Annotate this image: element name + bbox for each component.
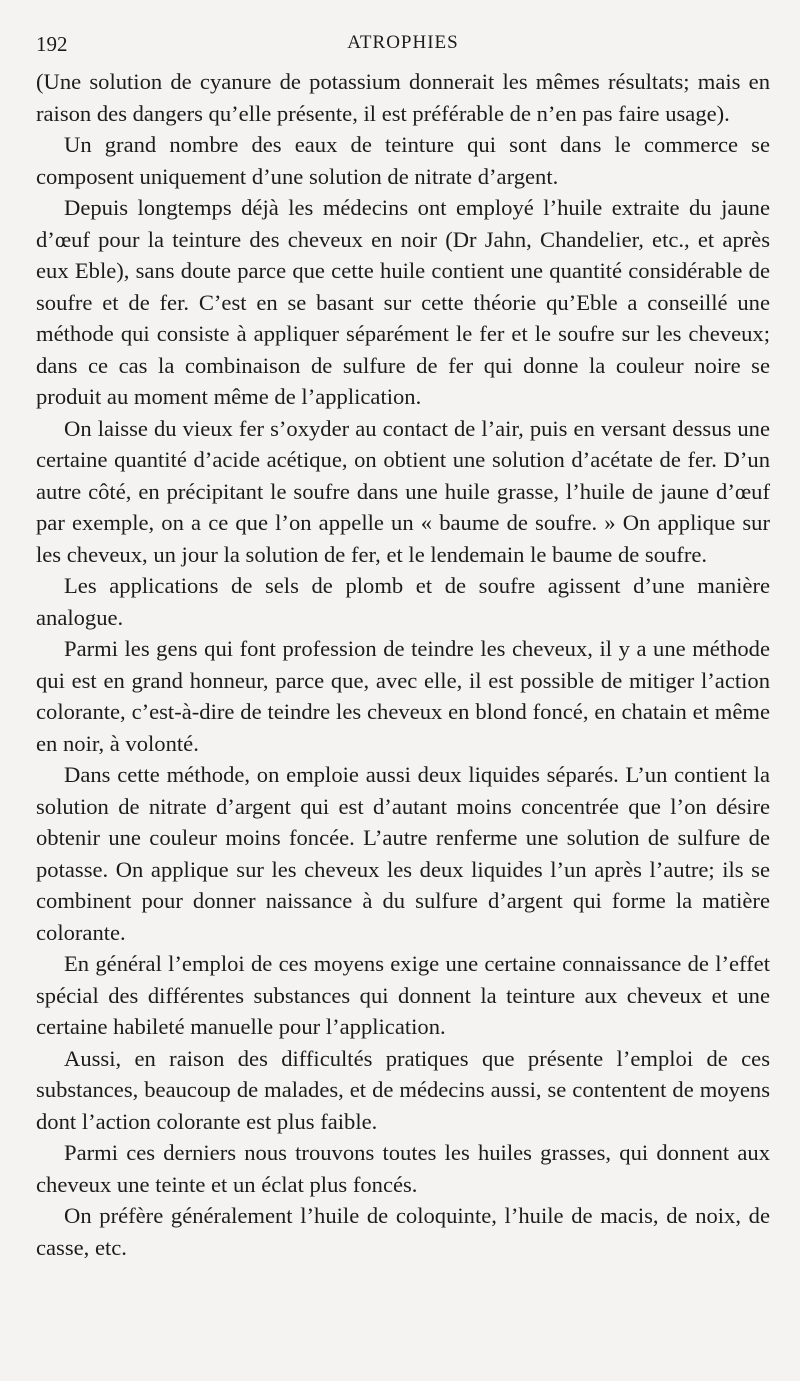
paragraph-difficultes: Aussi, en raison des difficultés pratiques que présente l’emploi de ces substances, beaucoup de malades, et de médecins aussi, se contentent de moyens dont l’action colorante est plus faible. (36, 1045, 770, 1134)
page-number: 192 (36, 32, 68, 56)
running-title: ATROPHIES (347, 32, 459, 53)
paragraph-huiles-grasses: Parmi ces derniers nous trouvons toutes les huiles grasses, qui donnent aux cheveux une teinte et un éclat plus foncés. (36, 1140, 770, 1197)
paragraph-deux-liquides: Dans cette méthode, on emploie aussi deux liquides séparés. L’un contient la solution de nitrate d’argent qui est d’autant moins concentrée que l’on désire obtenir une couleur moins foncée. L’autre renferme une solution de sulfure de potasse. On applique sur les cheveux les deux liquides l’un après l’autre; ils se combinent pour donner naissance à du sulfure d’argent qui forme la matière colorante. (36, 762, 770, 945)
paragraph-profession: Parmi les gens qui font profession de teindre les cheveux, il y a une méthode qui est en grand honneur, parce que, avec elle, il est possible de mitiger l’action colorante, c’est-à-dire de teindre les cheveux en blond foncé, en chatain et même en noir, à volonté. (36, 636, 770, 756)
paragraph-eaux-de-teinture: Un grand nombre des eaux de teinture qui sont dans le commerce se composent uniquement d’une solution de nitrate d’argent. (36, 132, 770, 189)
page-header (36, 22, 770, 66)
paragraph-huile-jaune-oeuf: Depuis longtemps déjà les médecins ont employé l’huile extraite du jaune d’œuf pour la teinture des cheveux en noir (Dr Jahn, Chandelier, etc., et après eux Eble), sans doute parce que cette huile contient une quantité considérable de soufre et de fer. C’est en se basant sur cette théorie qu’Eble a conseillé une méthode qui consiste à appliquer séparément le fer et le soufre sur les cheveux; dans ce cas la combinaison de sulfure de fer qui donne la couleur noire se produit au moment même de l’application. (36, 195, 770, 409)
paragraph-vieux-fer: On laisse du vieux fer s’oxyder au contact de l’air, puis en versant dessus une certaine quantité d’acide acétique, on obtient une solution d’acétate de fer. D’un autre côté, en précipitant le soufre dans une huile grasse, l’huile de jaune d’œuf par exemple, on a ce que l’on appelle un « baume de soufre. » On applique sur les cheveux, un jour la solution de fer, et le lendemain le baume de soufre. (36, 415, 770, 567)
paragraph-coloquinte: On préfère généralement l’huile de coloquinte, l’huile de macis, de noix, de casse, etc. (36, 1203, 770, 1260)
paragraph-en-general: En général l’emploi de ces moyens exige une certaine connaissance de l’effet spécial des différentes substances qui donnent la teinture aux cheveux et une certaine habileté manuelle pour l’application. (36, 951, 770, 1039)
body-text (36, 66, 770, 1263)
paragraph-sels-de-plomb: Les applications de sels de plomb et de soufre agissent d’une manière analogue. (36, 573, 770, 630)
paragraph-cyanure: (Une solution de cyanure de potassium donnerait les mêmes résultats; mais en raison des dangers qu’elle présente, il est préférable de n’en pas faire usage). (36, 69, 770, 126)
